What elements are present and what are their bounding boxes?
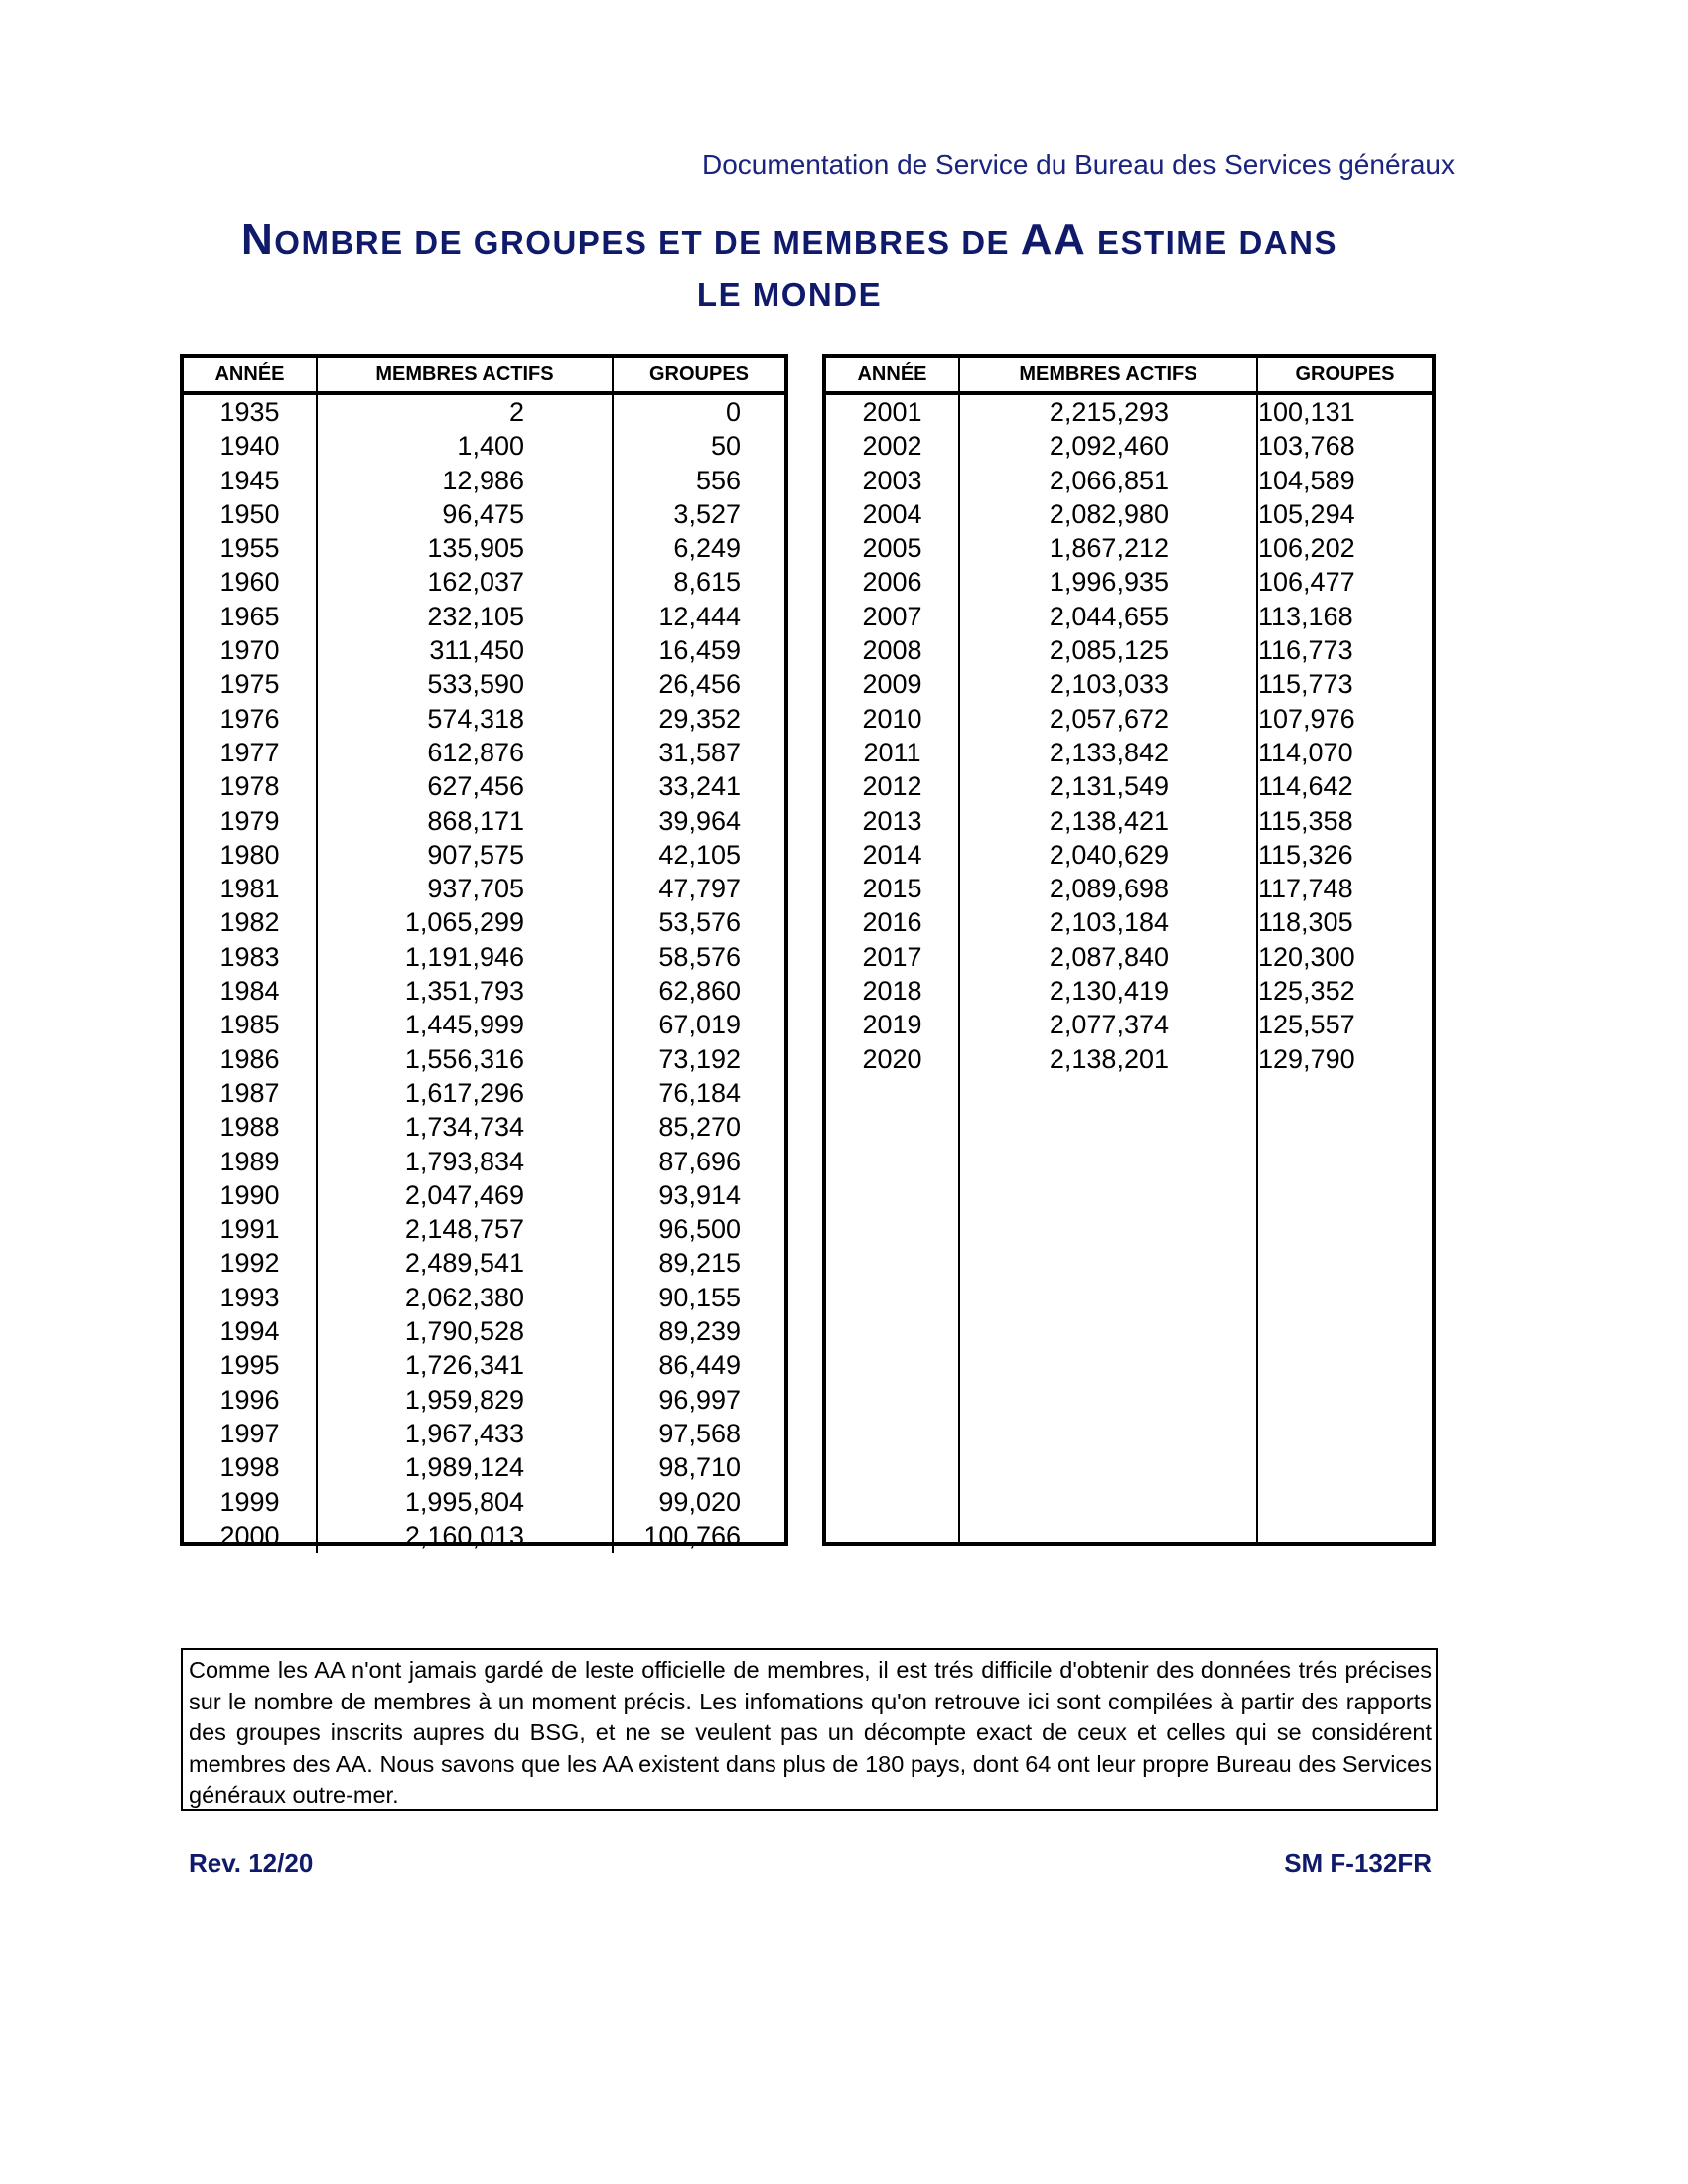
table-cell: 100,766 (643, 1520, 741, 1551)
table-cell: 29,352 (658, 703, 741, 734)
table-cell: 2,040,629 (1049, 839, 1169, 870)
table-cell: 1982 (219, 907, 280, 938)
table-cell: 1997 (219, 1418, 280, 1448)
table-cell: 1,867,212 (1049, 533, 1169, 564)
title-aa: AA (1020, 215, 1087, 264)
table-cell: 1955 (219, 533, 280, 564)
table-cell: 2008 (862, 635, 922, 666)
table-cell: 129,790 (1258, 1043, 1355, 1074)
revision-label: Rev. 12/20 (189, 1848, 314, 1878)
table-cell: 1995 (219, 1350, 280, 1381)
table-cell: 2000 (219, 1520, 280, 1551)
table-cell: 2005 (862, 533, 922, 564)
table-cell: 39,964 (658, 805, 741, 836)
table-cell: 2,082,980 (1049, 498, 1169, 529)
table-cell: 73,192 (658, 1043, 741, 1074)
disclaimer-note: Comme les AA n'ont jamais gardé de leste officielle de membres, il est trés difficile d'obtenir des données trés précises sur le nombre de membres à un moment précis. Les infomations qu'on retrouve ici sont compilées à partir des rapports des groupes inscrits aupres du BSG, et ne se veulent pas un décompte exact de ceux et celles qui se considérent membres des AA. Nous savons que les AA existent dans plus de 180 pays, dont 64 ont leur propre Bureau des Services généraux outre-mer. (181, 1648, 1438, 1811)
table-cell: 3,527 (673, 498, 741, 529)
table-cell: 62,860 (658, 976, 741, 1007)
table-cell: 2006 (862, 567, 922, 598)
table-cell: 105,294 (1258, 498, 1355, 529)
table-cell: 1994 (219, 1316, 280, 1347)
table-cell: 2018 (862, 976, 922, 1007)
groups-column (614, 395, 784, 1553)
table-cell: 2016 (862, 907, 922, 938)
table-cell: 2,103,033 (1049, 669, 1169, 700)
members-column (318, 395, 612, 1553)
table-cell: 2007 (862, 601, 922, 631)
table-cell: 1980 (219, 839, 280, 870)
table-cell: 1,793,834 (404, 1146, 524, 1176)
table-cell: 100,131 (1258, 397, 1355, 427)
title-part-1: OMBRE DE GROUPES ET DE MEMBRES DE (274, 224, 1021, 261)
table-cell: 2,044,655 (1049, 601, 1169, 631)
table-cell: 2,089,698 (1049, 874, 1169, 904)
table-cell: 1992 (219, 1248, 280, 1279)
left-data-table (180, 354, 788, 1551)
table-cell: 2,092,460 (1049, 431, 1169, 462)
table-cell: 2014 (862, 839, 922, 870)
document-code: SM F-132FR (1284, 1848, 1432, 1878)
table-cell: 67,019 (658, 1010, 741, 1040)
table-cell: 2,057,672 (1049, 703, 1169, 734)
table-cell: 0 (725, 397, 741, 427)
service-header: Documentation de Service du Bureau des Services généraux (702, 149, 1455, 180)
table-cell: 533,590 (427, 669, 524, 700)
right-data-table (822, 354, 1436, 1546)
table-cell: 2001 (862, 397, 922, 427)
table-cell: 26,456 (658, 669, 741, 700)
table-cell: 162,037 (427, 567, 524, 598)
table-cell: 1,995,804 (404, 1486, 524, 1517)
table-cell: 1,959,829 (404, 1384, 524, 1415)
table-cell: 114,642 (1258, 771, 1353, 802)
header-members: MEMBRES ACTIFS (317, 358, 613, 393)
table-cell: 1989 (219, 1146, 280, 1176)
table-cell: 1,726,341 (404, 1350, 524, 1381)
table-cell: 1,400 (457, 431, 524, 462)
table-cell: 125,352 (1258, 976, 1355, 1007)
table-cell: 2 (508, 397, 524, 427)
table-cell: 1970 (219, 635, 280, 666)
table-cell: 2020 (862, 1043, 922, 1074)
table-cell: 2011 (863, 737, 921, 767)
table-cell: 556 (695, 465, 741, 495)
table-cell: 1,445,999 (404, 1010, 524, 1040)
table-cell: 1999 (219, 1486, 280, 1517)
table-cell: 115,358 (1258, 805, 1353, 836)
table-cell: 117,748 (1258, 874, 1353, 904)
table-cell: 1960 (219, 567, 280, 598)
table-cell: 2010 (862, 703, 922, 734)
table-cell: 2,077,374 (1049, 1010, 1169, 1040)
table-cell: 2002 (862, 431, 922, 462)
year-column (184, 395, 316, 1553)
table-cell: 1996 (219, 1384, 280, 1415)
title-initial: N (241, 215, 275, 264)
table-cell: 89,239 (658, 1316, 741, 1347)
table-cell: 50 (710, 431, 741, 462)
table-cell: 2,087,840 (1049, 941, 1169, 972)
table-cell: 1,351,793 (404, 976, 524, 1007)
table-cell: 104,589 (1258, 465, 1355, 495)
header-members: MEMBRES ACTIFS (959, 358, 1257, 393)
title-part-2: ESTIME DANS (1086, 224, 1337, 261)
table-cell: 2004 (862, 498, 922, 529)
header-year: ANNÉE (184, 358, 317, 393)
table-cell: 115,773 (1258, 669, 1353, 700)
table-cell: 98,710 (658, 1452, 741, 1483)
table-cell: 574,318 (427, 703, 524, 734)
table-cell: 1991 (219, 1214, 280, 1245)
table-cell: 1986 (219, 1043, 280, 1074)
table-cell: 1979 (219, 805, 280, 836)
table-cell: 937,705 (427, 874, 524, 904)
table-cell: 2,066,851 (1049, 465, 1169, 495)
table-cell: 97,568 (658, 1418, 741, 1448)
table-cell: 89,215 (658, 1248, 741, 1279)
table-cell: 96,475 (442, 498, 524, 529)
table-cell: 1,617,296 (404, 1077, 524, 1108)
table-cell: 1984 (219, 976, 280, 1007)
table-cell: 2,160,013 (404, 1520, 524, 1551)
table-cell: 2019 (862, 1010, 922, 1040)
table-cell: 115,326 (1258, 839, 1353, 870)
table-cell: 96,997 (658, 1384, 741, 1415)
title-line-1 (179, 214, 1400, 269)
table-cell: 2,103,184 (1049, 907, 1169, 938)
table-cell: 2,085,125 (1049, 635, 1169, 666)
table-cell: 907,575 (427, 839, 524, 870)
table-cell: 2,138,201 (1049, 1043, 1169, 1074)
table-cell: 612,876 (427, 737, 524, 767)
table-cell: 113,168 (1258, 601, 1353, 631)
table-cell: 1945 (219, 465, 280, 495)
table-cell: 58,576 (658, 941, 741, 972)
header-groups: GROUPES (613, 358, 784, 393)
table-cell: 1,734,734 (404, 1112, 524, 1143)
table-cell: 1993 (219, 1282, 280, 1312)
table-cell: 1935 (219, 397, 280, 427)
table-cell: 53,576 (658, 907, 741, 938)
table-cell: 2,148,757 (404, 1214, 524, 1245)
table-cell: 868,171 (427, 805, 524, 836)
table-cell: 85,270 (658, 1112, 741, 1143)
members-column (960, 395, 1256, 1076)
table-cell: 107,976 (1258, 703, 1355, 734)
table-cell: 12,986 (442, 465, 524, 495)
table-cell: 627,456 (427, 771, 524, 802)
table-cell: 116,773 (1258, 635, 1353, 666)
table-cell: 96,500 (658, 1214, 741, 1245)
table-cell: 1990 (219, 1179, 280, 1210)
table-cell: 87,696 (658, 1146, 741, 1176)
header-groups: GROUPES (1257, 358, 1432, 393)
table-cell: 8,615 (673, 567, 741, 598)
table-cell: 1,967,433 (404, 1418, 524, 1448)
table-cell: 2,131,549 (1049, 771, 1169, 802)
table-cell: 2012 (862, 771, 922, 802)
table-cell: 1,996,935 (1049, 567, 1169, 598)
table-cell: 120,300 (1258, 941, 1355, 972)
table-cell: 232,105 (427, 601, 524, 631)
table-cell: 86,449 (658, 1350, 741, 1381)
table-cell: 1981 (219, 874, 280, 904)
table-cell: 1,989,124 (404, 1452, 524, 1483)
header-year: ANNÉE (826, 358, 959, 393)
table-cell: 118,305 (1258, 907, 1353, 938)
table-cell: 2017 (862, 941, 922, 972)
table-cell: 106,477 (1258, 567, 1355, 598)
table-cell: 1998 (219, 1452, 280, 1483)
table-cell: 1,790,528 (404, 1316, 524, 1347)
table-cell: 1,191,946 (404, 941, 524, 972)
table-cell: 2,215,293 (1049, 397, 1169, 427)
table-cell: 6,249 (673, 533, 741, 564)
groups-column (1258, 395, 1432, 1076)
table-cell: 2,138,421 (1049, 805, 1169, 836)
table-cell: 47,797 (658, 874, 741, 904)
table-cell: 1975 (219, 669, 280, 700)
table-cell: 1985 (219, 1010, 280, 1040)
table-cell: 2,047,469 (404, 1179, 524, 1210)
table-cell: 1987 (219, 1077, 280, 1108)
table-cell: 2,130,419 (1049, 976, 1169, 1007)
table-cell: 2,489,541 (404, 1248, 524, 1279)
table-cell: 311,450 (429, 635, 524, 666)
table-cell: 135,905 (427, 533, 524, 564)
table-cell: 76,184 (658, 1077, 741, 1108)
table-cell: 2,133,842 (1049, 737, 1169, 767)
table-cell: 1940 (219, 431, 280, 462)
table-cell: 2013 (862, 805, 922, 836)
table-cell: 103,768 (1258, 431, 1355, 462)
table-cell: 1,065,299 (404, 907, 524, 938)
table-cell: 12,444 (658, 601, 741, 631)
table-cell: 1983 (219, 941, 280, 972)
title-line-2: LE MONDE (696, 276, 883, 313)
table-cell: 106,202 (1258, 533, 1355, 564)
year-column (826, 395, 958, 1076)
table-cell: 2003 (862, 465, 922, 495)
table-cell: 1950 (219, 498, 280, 529)
table-cell: 114,070 (1258, 737, 1353, 767)
table-cell: 42,105 (658, 839, 741, 870)
table-cell: 1977 (219, 737, 280, 767)
table-cell: 1978 (219, 771, 280, 802)
table-cell: 2,062,380 (404, 1282, 524, 1312)
table-cell: 2009 (862, 669, 922, 700)
table-cell: 125,557 (1258, 1010, 1355, 1040)
table-cell: 93,914 (658, 1179, 741, 1210)
table-cell: 1976 (219, 703, 280, 734)
page-title (179, 214, 1400, 321)
table-cell: 1,556,316 (404, 1043, 524, 1074)
table-cell: 2015 (862, 874, 922, 904)
table-cell: 31,587 (658, 737, 741, 767)
table-cell: 1965 (219, 601, 280, 631)
table-cell: 99,020 (658, 1486, 741, 1517)
table-cell: 90,155 (658, 1282, 741, 1312)
table-cell: 33,241 (658, 771, 741, 802)
table-cell: 16,459 (658, 635, 741, 666)
table-cell: 1988 (219, 1112, 280, 1143)
